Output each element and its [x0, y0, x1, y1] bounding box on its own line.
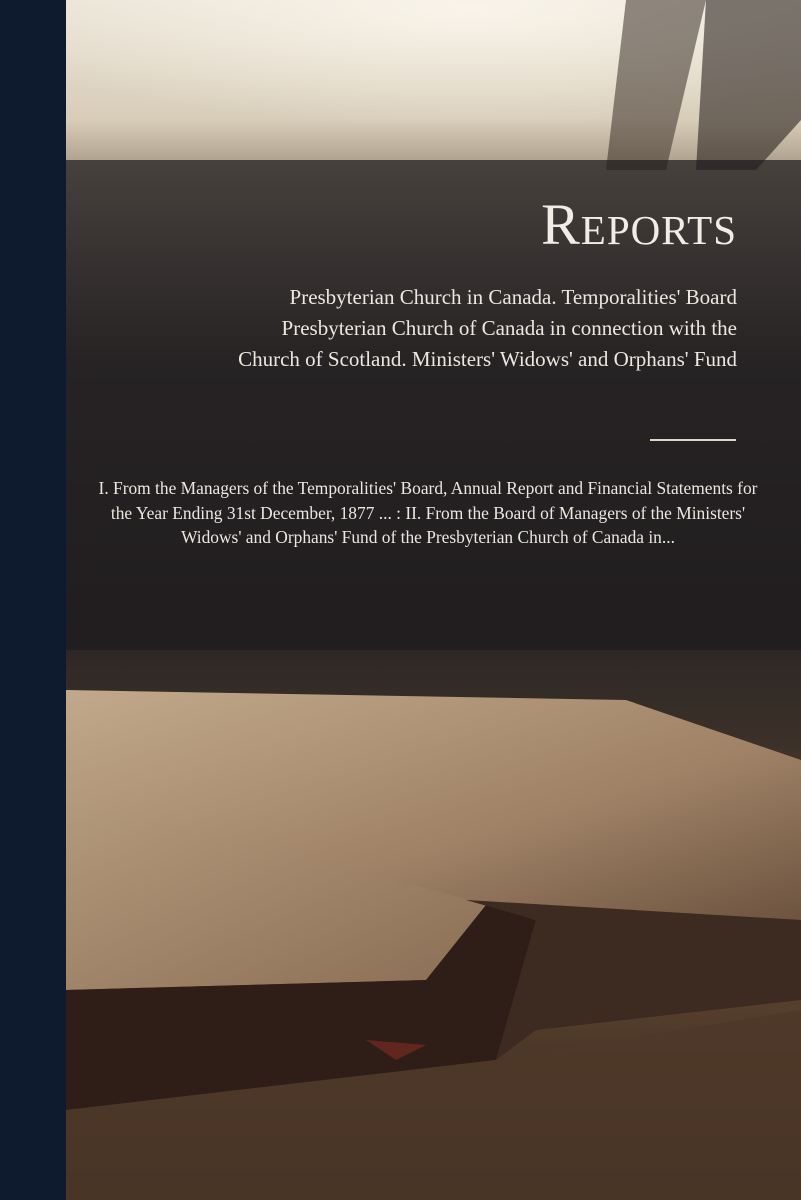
author-line: Presbyterian Church in Canada. Temporalities' Board [289, 285, 737, 309]
book-title: Reports [541, 192, 737, 257]
divider-rule [650, 439, 736, 441]
cover-spine [0, 0, 66, 1200]
book-subtitle: I. From the Managers of the Temporalities' Board, Annual Report and Financial Statements for the Year Ending 31st December, 1877 ... : II. From the Board of Managers of the Ministers' Widows' and Orphans' Fund of the Presbyterian Church of Canada in... [98, 478, 758, 547]
author-block [117, 282, 737, 375]
author-line: Church of Scotland. Ministers' Widows' and Orphans' Fund [238, 347, 737, 371]
author-line: Presbyterian Church of Canada in connection with the [281, 316, 737, 340]
